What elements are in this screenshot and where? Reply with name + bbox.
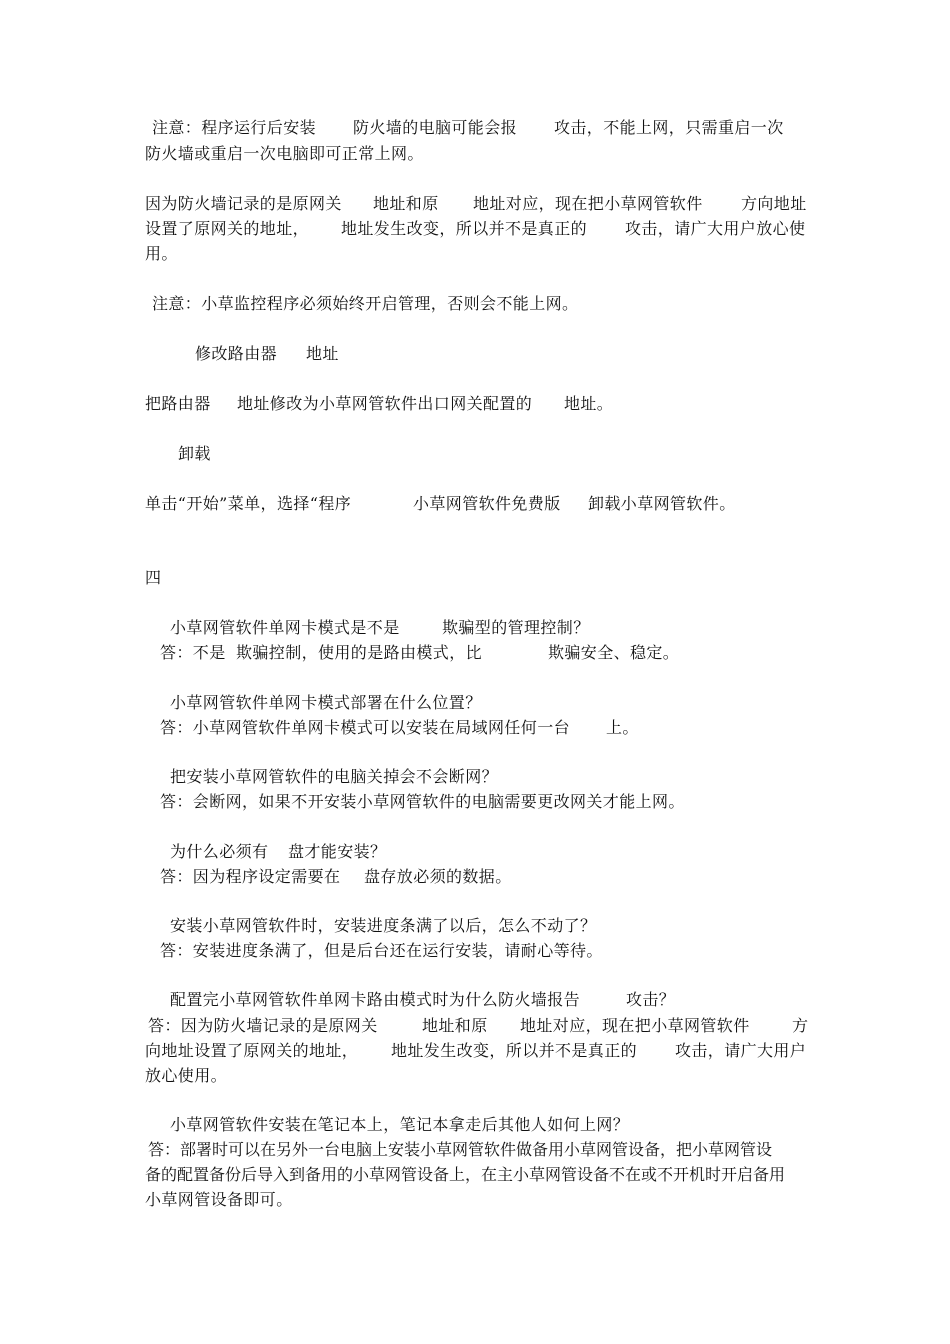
faq-answer: 放心使用。 — [145, 1066, 228, 1085]
text-segment: 地址和原 — [422, 1016, 488, 1035]
text-segment: 攻击，请广大用户放心使 — [625, 219, 806, 238]
text-segment: 防火墙的电脑可能会报 — [353, 118, 518, 137]
text-segment: 攻击，不能上网，只需重启一次 — [554, 118, 784, 137]
text-segment: 因为防火墙记录的是原网关 — [145, 194, 342, 213]
text-segment: 攻击，请广大用户 — [675, 1041, 807, 1060]
text-segment: 地址和原 — [373, 194, 439, 213]
text-segment: 攻击？ — [626, 990, 676, 1009]
text-segment: 盘存放必须的数据。 — [364, 867, 512, 886]
note-firewall-line-2: 防火墙或重启一次电脑即可正常上网。 — [145, 144, 424, 163]
text-segment: 答：因为程序设定需要在 — [160, 867, 341, 886]
faq-question: 小草网管软件安装在笔记本上，笔记本拿走后其他人如何上网？ — [170, 1115, 630, 1134]
section-number: 四 — [145, 568, 162, 587]
text-segment: 答：因为防火墙记录的是原网关 — [148, 1016, 378, 1035]
text-segment: 向地址设置了原网关的地址， — [145, 1041, 359, 1060]
faq-answer: 答：部署时可以在另外一台电脑上安装小草网管软件做备用小草网管设备，把小草网管设 — [148, 1140, 773, 1159]
text-segment: 欺骗安全、稳定。 — [548, 643, 680, 662]
text-segment: 为什么必须有 — [170, 842, 269, 861]
faq-answer: 答：安装进度条满了，但是后台还在运行安装，请耐心等待。 — [160, 941, 603, 960]
text-segment: 地址修改为小草网管软件出口网关配置的 — [237, 394, 533, 413]
text-segment: 把路由器 — [145, 394, 211, 413]
text-segment: 注意：程序运行后安装 — [152, 118, 317, 137]
text-segment: 地址对应，现在把小草网管软件 — [473, 194, 703, 213]
faq-question: 把安装小草网管软件的电脑关掉会不会断网？ — [170, 767, 499, 786]
text-segment: 方 — [792, 1016, 809, 1035]
text-segment: 卸载小草网管软件。 — [588, 494, 736, 513]
faq-answer: 小草网管设备即可。 — [145, 1190, 293, 1209]
text-segment: 欺骗型的管理控制？ — [442, 618, 590, 637]
note-monitor: 注意：小草监控程序必须始终开启管理，否则会不能上网。 — [152, 294, 579, 313]
text-segment: 地址发生改变，所以并不是真正的 — [341, 219, 588, 238]
text-segment: 设置了原网关的地址， — [145, 219, 310, 238]
text-segment: 答：不是 — [160, 643, 226, 662]
faq-answer: 备的配置备份后导入到备用的小草网管设备上，在主小草网管设备不在或不开机时开启备用 — [145, 1165, 786, 1184]
faq-question: 小草网管软件单网卡模式部署在什么位置？ — [170, 693, 482, 712]
text-segment: 盘才能安装？ — [288, 842, 387, 861]
text-segment: 地址对应，现在把小草网管软件 — [520, 1016, 750, 1035]
text-segment: 上。 — [606, 718, 639, 737]
text-segment: 配置完小草网管软件单网卡路由模式时为什么防火墙报告 — [170, 990, 581, 1009]
text-segment: 答：小草网管软件单网卡模式可以安装在局域网任何一台 — [160, 718, 571, 737]
section-heading-uninstall: 卸载 — [178, 444, 211, 463]
text-segment: 小草网管软件免费版 — [413, 494, 561, 513]
text-segment: 地址 — [306, 344, 339, 363]
faq-answer: 答：会断网，如果不开安装小草网管软件的电脑需要更改网关才能上网。 — [160, 792, 685, 811]
text-segment: 方向地址 — [741, 194, 807, 213]
paragraph-line: 用。 — [145, 244, 178, 263]
text-segment: 小草网管软件单网卡模式是不是 — [170, 618, 400, 637]
text-segment: 单击“开始”菜单，选择“程序 — [145, 494, 352, 513]
faq-question: 安装小草网管软件时，安装进度条满了以后，怎么不动了？ — [170, 916, 597, 935]
text-segment: 修改路由器 — [195, 344, 278, 363]
text-segment: 地址发生改变，所以并不是真正的 — [391, 1041, 638, 1060]
text-segment: 地址。 — [564, 394, 614, 413]
text-segment: 欺骗控制，使用的是路由模式，比 — [236, 643, 483, 662]
